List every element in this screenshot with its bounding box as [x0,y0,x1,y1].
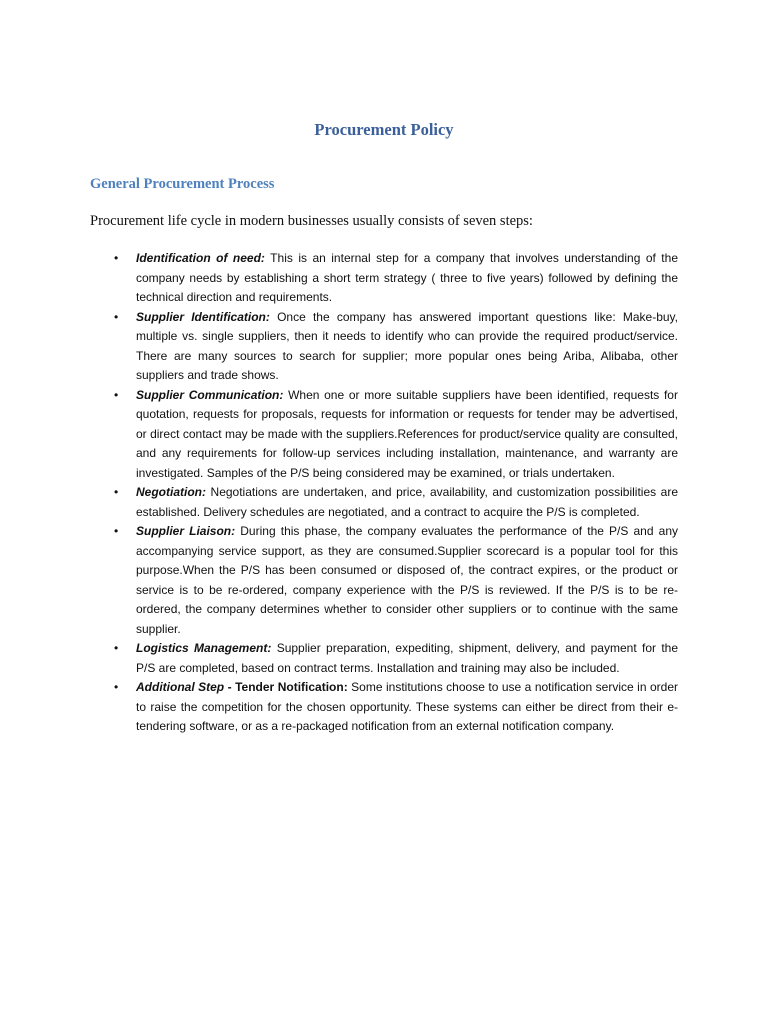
bullet-icon: • [114,524,119,538]
step-term-extra: - Tender Notification: [224,680,348,694]
step-term: Identification of need: [136,251,265,265]
step-identification-of-need [114,249,678,308]
step-text: Supplier preparation, expediting, shipment, delivery, and payment for the P/S are completed, based on contract terms. Installation and training may also be included. [136,641,679,675]
section-heading: General Procurement Process [90,176,275,192]
step-supplier-identification [114,308,678,386]
step-text: When one or more suitable suppliers have been identified, requests for quotation, requests for proposals, requests for information or requests for tender may be advertised, or direct contact may be made with the suppliers.References for product/service quality are consulted, and any requirements for follow-up services including installation, maintenance, and warranty are investigated. Samples of the P/S being considered may be examined, or trials undertaken. [136,387,678,480]
step-text: Negotiations are undertaken, and price, availability, and customization possibilities are established. Delivery schedules are negotiated, and a contract to acquire the P/S is completed. [136,485,678,519]
bullet-icon: • [114,309,119,324]
steps-list [114,249,679,737]
bullet-icon: • [114,387,119,402]
step-term: Supplier Communication: [136,387,284,402]
bullet-icon: • [114,680,119,694]
step-supplier-liaison [114,522,678,639]
step-term: Supplier Liaison: [136,524,236,538]
bullet-icon: • [114,251,119,265]
step-term: Supplier Identification: [136,309,270,324]
bullet-icon: • [114,485,119,499]
step-text: Some institutions choose to use a notification service in order to raise the competition for the chosen opportunity. These systems can either be direct from their e-tendering software, or as a re-packaged notification from an external notification company. [136,680,679,733]
step-logistics-management [114,639,679,678]
step-text: Once the company has answered important questions like: Make-buy, multiple vs. single suppliers, then it needs to identify who can provide the required product/service. There are many sources to search for supplier; more popular ones being Ariba, Alibaba, other suppliers and trade shows. [136,309,678,382]
step-term: Logistics Management: [136,641,272,655]
step-term: Additional Step [136,680,225,694]
document-title: Procurement Policy [314,120,454,139]
step-negotiation [114,483,678,522]
bullet-icon: • [114,641,119,655]
step-text: During this phase, the company evaluates the performance of the P/S and any accompanying service support, as they are consumed.Supplier scorecard is a popular tool for this purpose.When the P/S has been consumed or disposed of, the contract expires, or the product or service is to be re-ordered, company experience with the P/S is reviewed. If the P/S is to be re-ordered, the company determines whether to consider other suppliers or to continue with the same supplier. [136,524,678,636]
step-term: Negotiation: [136,485,206,499]
step-text: This is an internal step for a company that involves understanding of the company needs by establishing a short term strategy ( three to five years) followed by defining the technical direction and requirements. [136,251,678,304]
intro-paragraph: Procurement life cycle in modern businesses usually consists of seven steps: [90,213,533,229]
step-additional-tender-notification [114,678,679,737]
step-supplier-communication [114,386,678,484]
